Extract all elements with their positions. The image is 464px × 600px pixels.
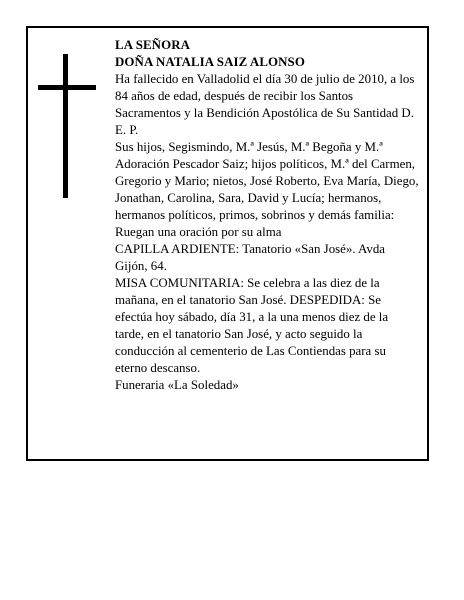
chapel-info: CAPILLA ARDIENTE: Tanatorio «San José». Avda Gijón, 64. bbox=[115, 242, 386, 273]
obituary-text bbox=[115, 37, 420, 394]
title-line-1: LA SEÑORA bbox=[115, 38, 191, 52]
prayer-request: Ruegan una oración por su alma bbox=[115, 225, 282, 239]
death-announcement: Ha fallecido en Valladolid el día 30 de julio de 2010, a los 84 años de edad, después de recibir los Santos Sacramentos y la Bendición Apostólica de Su Santidad D. E. P. bbox=[115, 72, 415, 137]
funeral-home: Funeraria «La Soledad» bbox=[115, 378, 239, 392]
mass-and-farewell-info: MISA COMUNITARIA: Se celebra a las diez de la mañana, en el tanatorio San José. DESPEDIDA: Se efectúa hoy sábado, día 31, a la una menos diez de la tarde, en el tanatorio San José, y acto seguido la conducción al cementerio de Las Contiendas para su eterno descanso. bbox=[115, 276, 389, 375]
cross-vertical-bar bbox=[63, 54, 68, 198]
latin-cross-icon bbox=[38, 54, 96, 198]
cross-horizontal-bar bbox=[38, 85, 96, 90]
deceased-name: DOÑA NATALIA SAIZ ALONSO bbox=[115, 55, 305, 69]
family-list: Sus hijos, Segismindo, M.ª Jesús, M.ª Begoña y M.ª Adoración Pescador Saiz; hijos políticos, M.ª del Carmen, Gregorio y Mario; nietos, José Roberto, Eva María, Diego, Jonathan, Carolina, Sara, David y Lucía; hermanos, hermanos políticos, primos, sobrinos y demás familia: bbox=[115, 140, 419, 222]
